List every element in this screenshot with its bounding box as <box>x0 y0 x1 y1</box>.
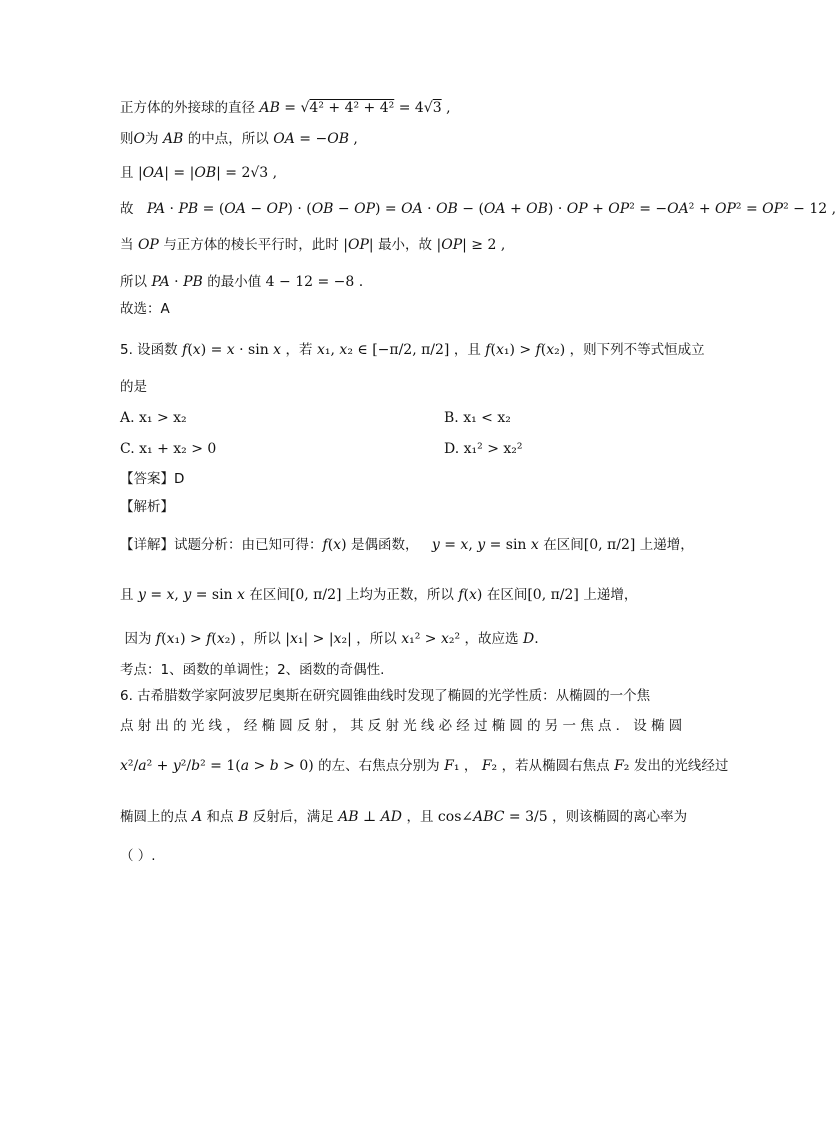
question-5-stem-continued: 的是 <box>120 379 147 395</box>
option-b: B. x₁ < x₂ <box>444 410 511 426</box>
option-d: D. x₁² > x₂² <box>444 441 523 457</box>
question-6-ellipse-equation: x²/a² + y²/b² = 1(a > b > 0) 的左、右焦点分别为 F₁ ， F₂ ，若从椭圆右焦点 F₂ 发出的光线经过 <box>120 758 729 774</box>
answer-label: 【答案】D <box>120 471 185 487</box>
question-6-line-1: 6. 古希腊数学家阿波罗尼奥斯在研究圆锥曲线时发现了椭圆的光学性质：从椭圆的一个焦 <box>120 688 651 704</box>
solution-line-dot-product: 故 PA · PB = (OA − OP) · (OB − OP) = OA · OB − (OA + OB) · OP + OP² = −OA² + OP² = OP² − 12 , <box>120 201 836 217</box>
detail-line-2: 且 y = x, y = sin x 在区间[0, π/2] 上均为正数，所以 f(x) 在区间[0, π/2] 上递增， <box>120 587 638 603</box>
detail-line-3: 因为 f(x₁) > f(x₂) ，所以 |x₁| > |x₂| ，所以 x₁² > x₂² ，故应选 D. <box>124 631 539 647</box>
option-a: A. x₁ > x₂ <box>120 410 187 426</box>
question-6-line-4: 椭圆上的点 A 和点 B 反射后，满足 AB ⊥ AD ，且 cos∠ABC = 3/5 ，则该椭圆的离心率为 <box>120 809 688 825</box>
question-6-line-2: 点射出的光线，经椭圆反射，其反射光线必经过椭圆的另一焦点．设椭圆 <box>120 718 687 734</box>
solution-line-magnitude: 且 |OA| = |OB| = 2√3 , <box>120 165 278 181</box>
question-6-blank: （ ）. <box>120 848 156 864</box>
option-c: C. x₁ + x₂ > 0 <box>120 441 217 457</box>
solution-line-minimum-op: 当 OP 与正方体的棱长平行时，此时 |OP| 最小，故 |OP| ≥ 2 , <box>120 237 506 253</box>
analysis-label: 【解析】 <box>120 499 174 515</box>
detail-line-1: 【详解】试题分析：由已知可得：f(x) 是偶函数， y = x, y = sin x 在区间[0, π/2] 上递增， <box>120 537 694 553</box>
key-points: 考点：1、函数的单调性；2、函数的奇偶性. <box>120 662 385 678</box>
question-5-stem: 5. 设函数 f(x) = x · sin x ，若 x₁, x₂ ∈ [−π/2, π/2] ，且 f(x₁) > f(x₂) ，则下列不等式恒成立 <box>120 342 705 358</box>
solution-answer-choice: 故选：A <box>120 301 170 317</box>
solution-line-sphere-diameter: 正方体的外接球的直径 AB = √4² + 4² + 4² = 4√3 , <box>120 100 451 116</box>
solution-line-minimum-value: 所以 PA · PB 的最小值 4 − 12 = −8 . <box>120 274 364 290</box>
solution-line-midpoint: 则O为 AB 的中点，所以 OA = −OB , <box>120 131 358 147</box>
